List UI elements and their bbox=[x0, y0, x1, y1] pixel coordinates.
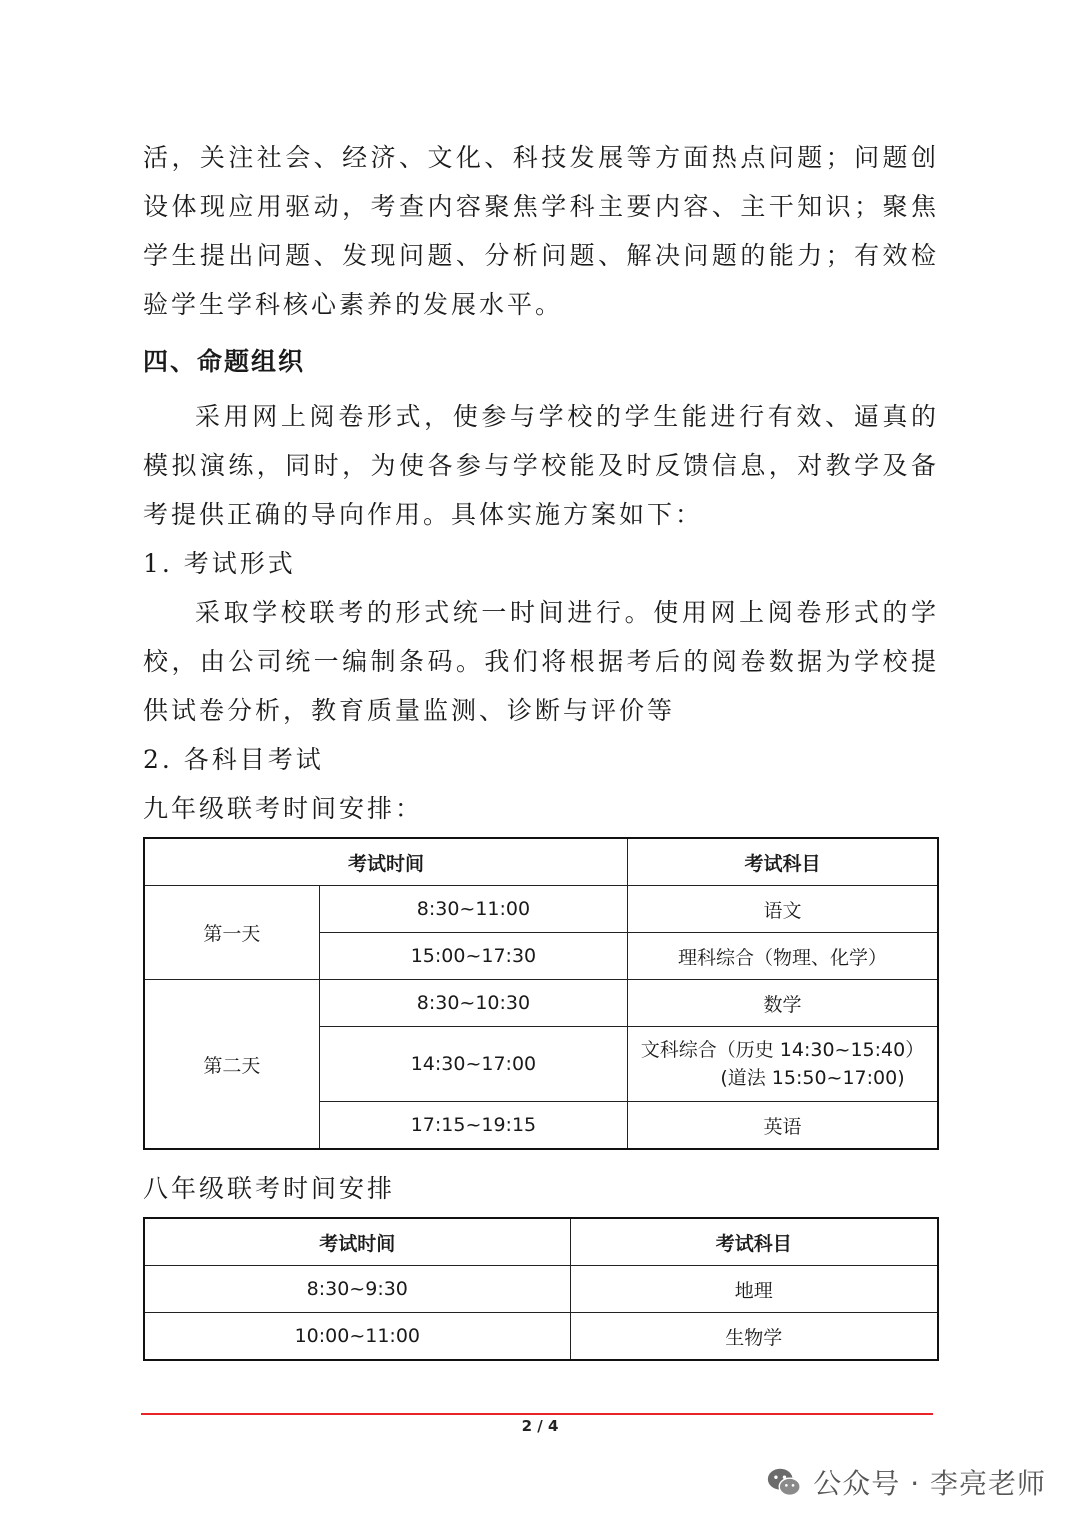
table-header-row bbox=[144, 838, 938, 886]
intro-paragraph: 活，关注社会、经济、文化、科技发展等方面热点问题；问题创设体现应用驱动，考查内容聚焦学科主要内容、主干知识；聚焦学生提出问题、发现问题、分析问题、解决问题的能力；有效检验学生学科核心素养的发展水平。 bbox=[143, 143, 939, 319]
table-row bbox=[144, 1313, 938, 1361]
watermark-text: 公众号 · 李亮老师 bbox=[813, 1467, 1046, 1500]
table-header-row bbox=[144, 1218, 938, 1266]
day-cell: 第二天 bbox=[144, 980, 319, 1150]
grade8-table-title: 八年级联考时间安排 bbox=[143, 1174, 396, 1203]
wechat-icon bbox=[765, 1463, 803, 1501]
watermark bbox=[765, 1462, 1046, 1502]
grade9-table-title: 九年级联考时间安排： bbox=[143, 794, 424, 823]
subject-cell: 语文 bbox=[628, 886, 939, 933]
subject-cell: 数学 bbox=[628, 980, 939, 1027]
subject-cell bbox=[628, 1027, 939, 1102]
table-row bbox=[144, 1266, 938, 1313]
table-row bbox=[144, 886, 938, 933]
header-time: 考试时间 bbox=[144, 838, 628, 886]
grade9-schedule-table bbox=[143, 837, 939, 1150]
footer-divider bbox=[141, 1413, 933, 1415]
time-cell: 8:30~11:00 bbox=[319, 886, 627, 933]
time-cell: 8:30~9:30 bbox=[144, 1266, 570, 1313]
time-cell: 17:15~19:15 bbox=[319, 1102, 627, 1150]
item2-heading: 2. 各科目考试 bbox=[143, 745, 324, 774]
subject-cell: 理科综合（物理、化学） bbox=[628, 933, 939, 980]
section-paragraph: 采用网上阅卷形式，使参与学校的学生能进行有效、逼真的模拟演练，同时，为使各参与学校能及时反馈信息，对教学及备考提供正确的导向作用。具体实施方案如下： bbox=[143, 402, 939, 529]
header-subject: 考试科目 bbox=[570, 1218, 938, 1266]
document-body bbox=[143, 133, 939, 1361]
day-cell: 第一天 bbox=[144, 886, 319, 980]
subject-line: (道法 15:50~17:00) bbox=[720, 1067, 905, 1089]
grade8-schedule-table bbox=[143, 1217, 939, 1361]
subject-line: 文科综合（历史 14:30~15:40） bbox=[640, 1039, 925, 1061]
header-time: 考试时间 bbox=[144, 1218, 570, 1266]
time-cell: 10:00~11:00 bbox=[144, 1313, 570, 1361]
subject-cell: 生物学 bbox=[570, 1313, 938, 1361]
subject-cell: 英语 bbox=[628, 1102, 939, 1150]
item1-paragraph: 采取学校联考的形式统一时间进行。使用网上阅卷形式的学校，由公司统一编制条码。我们将根据考后的阅卷数据为学校提供试卷分析，教育质量监测、诊断与评价等 bbox=[143, 598, 939, 725]
table-row bbox=[144, 980, 938, 1027]
section-heading: 四、命题组织 bbox=[143, 347, 306, 376]
time-cell: 15:00~17:30 bbox=[319, 933, 627, 980]
time-cell: 8:30~10:30 bbox=[319, 980, 627, 1027]
time-cell: 14:30~17:00 bbox=[319, 1027, 627, 1102]
item1-heading: 1. 考试形式 bbox=[143, 549, 296, 578]
subject-cell: 地理 bbox=[570, 1266, 938, 1313]
header-subject: 考试科目 bbox=[628, 838, 939, 886]
page-number: 2 / 4 bbox=[521, 1417, 559, 1435]
